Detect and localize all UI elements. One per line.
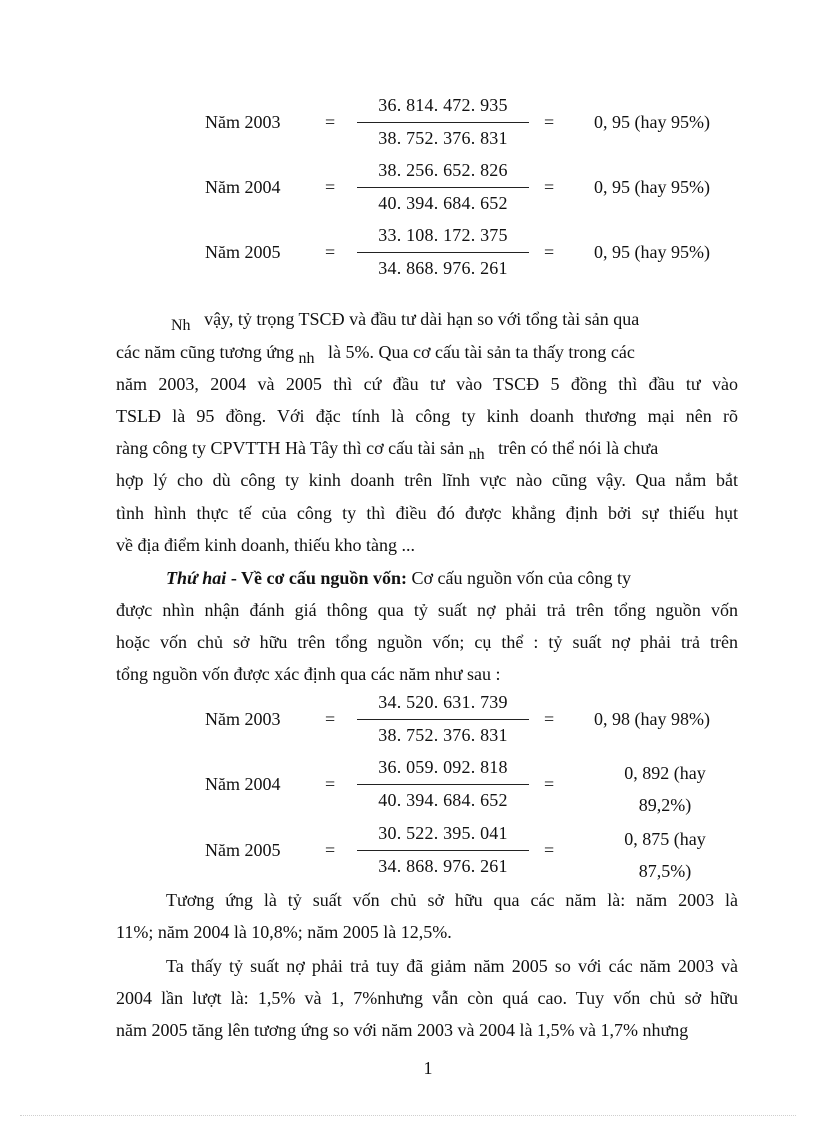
result: 0, 95 (hay 95%)	[594, 177, 710, 197]
year-label: Năm 2004	[205, 774, 281, 794]
line-text: ràng công ty CPVTTH Hà Tây thì cơ cấu tài sản	[116, 438, 465, 458]
equals-sign: =	[544, 242, 555, 262]
result-line: 87,5%)	[638, 861, 692, 881]
year-label: Năm 2003	[205, 112, 281, 132]
paragraph-line: tình hình thực tế của công ty thì điều đó được khẳng định bởi sự thiếu hụt	[116, 503, 738, 523]
section-lead: Thứ hai	[166, 568, 227, 588]
result-line: 0, 875 (hay	[624, 829, 706, 849]
year-label: Năm 2004	[205, 177, 281, 197]
result-line: 0, 892 (hay	[624, 763, 706, 783]
calc-row-2004	[0, 755, 816, 815]
paragraph-line: hợp lý cho dù công ty kinh doanh trên lĩnh vực nào cũng vậy. Qua nắm bắt	[116, 470, 738, 490]
section-heading: - Về cơ cấu nguồn vốn:	[226, 568, 407, 588]
line-text: trên có thể nói là chưa	[498, 438, 659, 458]
equals-sign: =	[325, 112, 336, 132]
paragraph-line: về địa điểm kinh doanh, thiếu kho tàng ...	[116, 535, 415, 555]
result	[590, 757, 740, 821]
calc-row-2005	[0, 821, 816, 881]
line-text: là 5%. Qua cơ cấu tài sản ta thấy trong các	[327, 342, 635, 362]
numerator: 36. 059. 092. 818	[378, 757, 508, 777]
result-line: 89,2%)	[638, 795, 692, 815]
equals-sign: =	[544, 112, 555, 132]
paragraph-line: năm 2005 tăng lên tương ứng so với năm 2003 và 2004 là 1,5% và 1,7% nhưng	[116, 1020, 689, 1040]
paragraph-line: năm 2003, 2004 và 2005 thì cứ đầu tư vào TSCĐ 5 đồng thì đầu tư vào	[116, 374, 738, 394]
paragraph-line: được nhìn nhận đánh giá thông qua tỷ suất nợ phải trả trên tổng nguồn vốn	[116, 600, 738, 620]
subscript-fragment: nh	[468, 446, 485, 463]
numerator: 38. 256. 652. 826	[378, 160, 508, 180]
result	[590, 823, 740, 887]
paragraph-line	[116, 336, 738, 368]
equals-sign: =	[325, 774, 336, 794]
paragraph-line: 11%; năm 2004 là 10,8%; năm 2005 là 12,5%.	[116, 922, 452, 942]
equals-sign: =	[325, 177, 336, 197]
result: 0, 95 (hay 95%)	[594, 112, 710, 132]
numerator: 33. 108. 172. 375	[378, 225, 508, 245]
equals-sign: =	[544, 177, 555, 197]
fraction-bar	[357, 122, 529, 123]
denominator: 34. 868. 976. 261	[378, 856, 508, 876]
numerator: 34. 520. 631. 739	[378, 692, 508, 712]
numerator: 30. 522. 395. 041	[378, 823, 508, 843]
equals-sign: =	[544, 840, 555, 860]
calc-row-2004	[0, 158, 816, 218]
paragraph-line: 2004 lần lượt là: 1,5% và 1, 7%nhưng vẫn còn quá cao. Tuy vốn chủ sở hữu	[116, 988, 738, 1008]
denominator: 34. 868. 976. 261	[378, 258, 508, 278]
subscript-fragment: nh	[298, 350, 315, 367]
page-bottom-divider	[20, 1115, 796, 1116]
year-label: Năm 2003	[205, 709, 281, 729]
equals-sign: =	[325, 242, 336, 262]
equals-sign: =	[325, 709, 336, 729]
paragraph-line: hoặc vốn chủ sở hữu trên tổng nguồn vốn; cụ thể : tỷ suất nợ phải trả trên	[116, 632, 738, 652]
fraction-bar	[357, 784, 529, 785]
line-text: Cơ cấu nguồn vốn của công ty	[406, 568, 631, 588]
result: 0, 95 (hay 95%)	[594, 242, 710, 262]
equals-sign: =	[325, 840, 336, 860]
paragraph-line: Ta thấy tỷ suất nợ phải trả tuy đã giảm năm 2005 so với các năm 2003 và	[166, 956, 738, 976]
equals-sign: =	[544, 709, 555, 729]
paragraph-line: TSLĐ là 95 đồng. Với đặc tính là công ty kinh doanh thương mại nên rõ	[116, 406, 738, 426]
year-label: Năm 2005	[205, 840, 281, 860]
line-text: vậy, tỷ trọng TSCĐ và đầu tư dài hạn so với tổng tài sản qua	[204, 309, 640, 329]
fraction-bar	[357, 719, 529, 720]
numerator: 36. 814. 472. 935	[378, 95, 508, 115]
denominator: 40. 394. 684. 652	[378, 193, 508, 213]
fraction-bar	[357, 850, 529, 851]
paragraph-line: Tương ứng là tỷ suất vốn chủ sở hữu qua các năm là: năm 2003 là	[166, 890, 738, 910]
denominator: 38. 752. 376. 831	[378, 725, 508, 745]
page-number: 1	[423, 1058, 433, 1078]
line-text: các năm cũng tương ứng	[116, 342, 294, 362]
subscript-fragment: Nh	[171, 317, 191, 334]
calc-row-2005	[0, 223, 816, 283]
equals-sign: =	[544, 774, 555, 794]
denominator: 40. 394. 684. 652	[378, 790, 508, 810]
fraction-bar	[357, 252, 529, 253]
paragraph-line: tổng nguồn vốn được xác định qua các năm như sau :	[116, 664, 501, 684]
paragraph-line	[116, 432, 738, 464]
year-label: Năm 2005	[205, 242, 281, 262]
fraction-bar	[357, 187, 529, 188]
paragraph-line	[171, 303, 738, 335]
paragraph-line	[166, 562, 738, 594]
result: 0, 98 (hay 98%)	[594, 709, 710, 729]
calc-row-2003	[0, 93, 816, 153]
denominator: 38. 752. 376. 831	[378, 128, 508, 148]
calc-row-2003	[0, 690, 816, 750]
